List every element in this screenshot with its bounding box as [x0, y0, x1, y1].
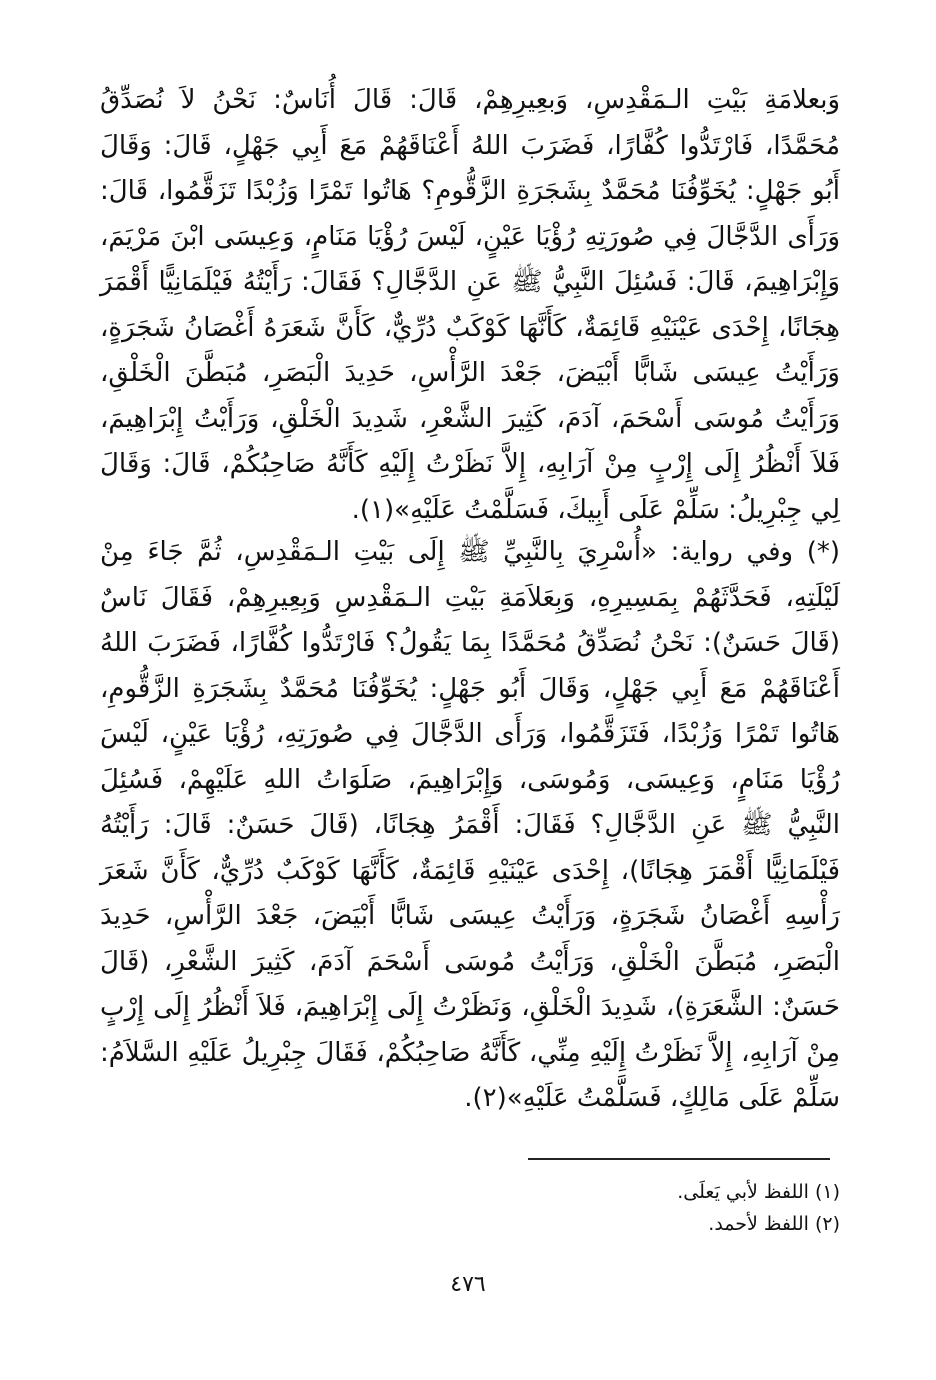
page-number: ٤٧٦ — [450, 1272, 486, 1297]
footnote-divider — [528, 1158, 830, 1160]
paragraph-1: وَبعلامَةِ بَيْتِ الـمَقْدِسِ، وَبعِيرِهِمْ، قَالَ: قَالَ أُنَاسٌ: نَحْنُ لاَ نُصَدِّقُ مُحَمَّدًا، فَارْتَدُّوا كُفَّارًا، فَضَرَبَ اللهُ أَعْنَاقَهُمْ مَعَ أَبِي جَهْلٍ، قَالَ: وَقَالَ أَبُو جَهْلٍ: يُخَوِّفُنَا مُحَمَّدٌ بِشَجَرَةِ الزَّقُّومِ؟ هَاتُوا تَمْرًا وَزُبْدًا تَزَقَّمُوا، قَالَ: وَرَأَى الدَّجَّالَ فِي صُورَتِهِ رُؤْيَا عَيْنٍ، لَيْسَ رُؤْيَا مَنَامٍ، وَعِيسَى ابْنَ مَرْيَمَ، وَإِبْرَاهِيمَ، قَالَ: فَسُئِلَ النَّبِيُّ ﷺ عَنِ الدَّجَّالِ؟ فَقَالَ: رَأَيْتُهُ فَيْلَمَانِيًّا أَقْمَرَ هِجَانًا، إِحْدَى عَيْنَيْهِ قَائِمَةٌ، كَأَنَّهَا كَوْكَبٌ دُرِّيٌّ، كَأَنَّ شَعَرَهُ أَغْصَانُ شَجَرَةٍ، وَرَأَيْتُ عِيسَى شَابًّا أَبْيَضَ، جَعْدَ الرَّأْسِ، حَدِيدَ الْبَصَرِ، مُبَطَّنَ الْخَلْقِ، وَرَأَيْتُ مُوسَى أَسْحَمَ، آدَمَ، كَثِيرَ الشَّعْرِ، شَدِيدَ الْخَلْقِ، وَرَأَيْتُ إِبْرَاهِيمَ، فَلاَ أَنْظُرُ إِلَى إِرْبٍ مِنْ آرَابِهِ، إِلاَّ نَظَرْتُ إِلَيْهِ كَأَنَّهُ صَاحِبُكُمْ، قَالَ: وَقَالَ لِي جِبْرِيلُ: سَلِّمْ عَلَى أَبِيكَ، فَسَلَّمْتُ عَلَيْهِ»(١). — [100, 85, 840, 525]
footnote-2: (٢) اللفظ لأحمد. — [708, 1213, 840, 1235]
footnotes — [100, 1176, 840, 1240]
footnote-1: (١) اللفظ لأبي يَعلَى. — [677, 1181, 840, 1203]
paragraph-2: (*) وفي رواية: «أُسْرِيَ بِالنَّبِيِّ ﷺ إِلَى بَيْتِ الـمَقْدِسِ، ثُمَّ جَاءَ مِنْ لَيْلَتِهِ، فَحَدَّثَهُمْ بِمَسِيرِهِ، وَبِعَلاَمَةِ بَيْتِ الـمَقْدِسِ وَبِعِيرِهِمْ، فَقَالَ نَاسٌ (قَالَ حَسَنٌ): نَحْنُ نُصَدِّقُ مُحَمَّدًا بِمَا يَقُولُ؟ فَارْتَدُّوا كُفَّارًا، فَضَرَبَ اللهُ أَعْنَاقَهُمْ مَعَ أَبِي جَهْلٍ، وَقَالَ أَبُو جَهْلٍ: يُخَوِّفُنَا مُحَمَّدٌ بِشَجَرَةِ الزَّقُّومِ، هَاتُوا تَمْرًا وَزُبْدًا، فَتَزَقَّمُوا، وَرَأَى الدَّجَّالَ فِي صُورَتِهِ، رُؤْيَا عَيْنٍ، لَيْسَ رُؤْيَا مَنَامٍ، وَعِيسَى، وَمُوسَى، وَإِبْرَاهِيمَ، صَلَوَاتُ اللهِ عَلَيْهِمْ، فَسُئِلَ النَّبِيُّ ﷺ عَنِ الدَّجَّالِ؟ فَقَالَ: أَقْمَرُ هِجَانًا، (قَالَ حَسَنٌ: قَالَ: رَأَيْتُهُ فَيْلَمَانِيًّا أَقْمَرَ هِجَانًا)، إِحْدَى عَيْنَيْهِ قَائِمَةٌ، كَأَنَّهَا كَوْكَبٌ دُرِّيٌّ، كَأَنَّ شَعَرَ رَأْسِهِ أَغْصَانُ شَجَرَةٍ، وَرَأَيْتُ عِيسَى شَابًّا أَبْيَضَ، جَعْدَ الرَّأْسِ، حَدِيدَ الْبَصَرِ، مُبَطَّنَ الْخَلْقِ، وَرَأَيْتُ مُوسَى أَسْحَمَ آدَمَ، كَثِيرَ الشَّعْرِ، (قَالَ حَسَنٌ: الشَّعَرَةِ)، شَدِيدَ الْخَلْقِ، وَنَظَرْتُ إِلَى إِبْرَاهِيمَ، فَلاَ أَنْظُرُ إِلَى إِرْبٍ مِنْ آرَابِهِ، إِلاَّ نَظَرْتُ إِلَيْهِ مِنِّي، كَأَنَّهُ صَاحِبُكُمْ، فَقَالَ جِبْرِيلُ عَلَيْهِ السَّلاَمُ: سَلِّمْ عَلَى مَالِكٍ، فَسَلَّمْتُ عَلَيْهِ»(٢). — [100, 537, 840, 1113]
